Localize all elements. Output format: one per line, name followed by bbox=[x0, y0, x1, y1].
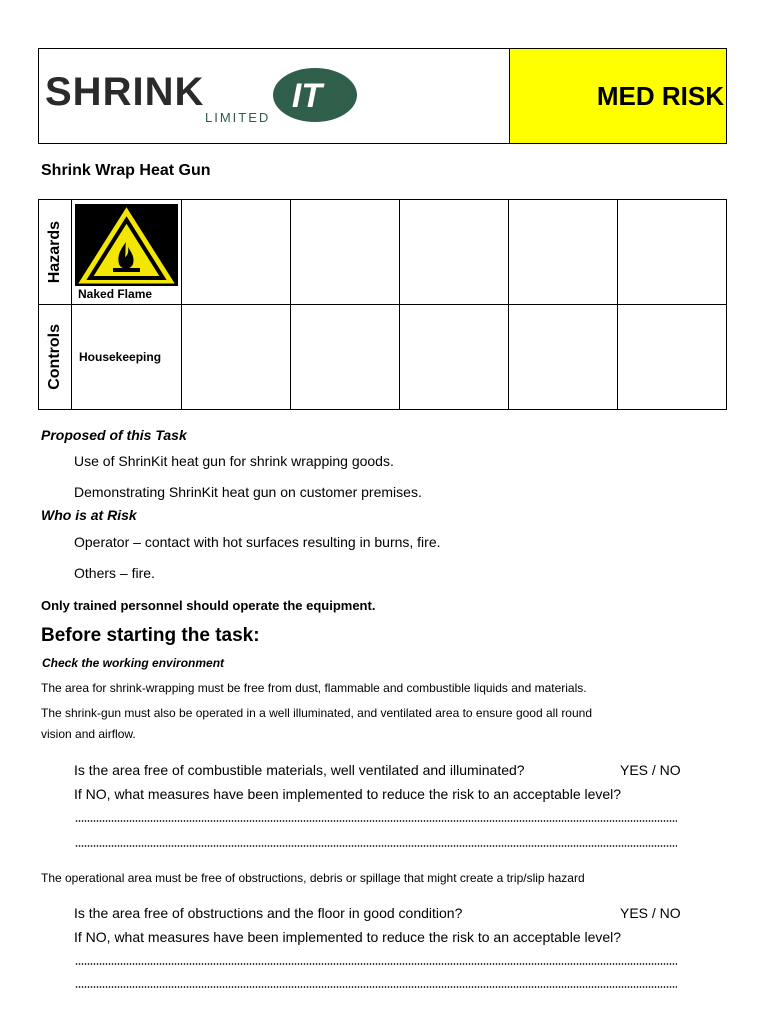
document-title: Shrink Wrap Heat Gun bbox=[41, 162, 211, 179]
question-1: Is the area free of combustible materials, well ventilated and illuminated? bbox=[74, 762, 525, 778]
risk-item: Operator – contact with hot surfaces resulting in burns, fire. bbox=[74, 534, 441, 550]
controls-row bbox=[39, 305, 727, 410]
hazard-label: Naked Flame bbox=[78, 287, 153, 301]
control-empty-cell bbox=[509, 305, 618, 410]
question-2-answer[interactable]: YES / NO bbox=[620, 905, 681, 921]
control-empty-cell bbox=[400, 305, 509, 410]
hazard-empty-cell bbox=[291, 200, 400, 305]
obstruction-paragraph: The operational area must be free of obstructions, debris or spillage that might create a trip/slip hazard bbox=[41, 871, 585, 885]
hazard-empty-cell bbox=[509, 200, 618, 305]
shrinkit-logo bbox=[45, 67, 390, 127]
hazard-empty-cell bbox=[182, 200, 291, 305]
controls-side-cell bbox=[39, 305, 72, 410]
control-empty-cell bbox=[182, 305, 291, 410]
before-heading: Before starting the task: bbox=[41, 625, 260, 646]
hazard-cell-naked-flame bbox=[72, 200, 182, 305]
answer-line[interactable] bbox=[75, 986, 677, 988]
logo-it: IT bbox=[291, 77, 323, 115]
hazard-empty-cell bbox=[400, 200, 509, 305]
risk-item: Others – fire. bbox=[74, 565, 155, 581]
environment-paragraph: The shrink-gun must also be operated in a well illuminated, and ventilated area to ensure good all round bbox=[41, 706, 593, 720]
control-empty-cell bbox=[618, 305, 727, 410]
hazard-empty-cell bbox=[618, 200, 727, 305]
hazards-controls-table bbox=[38, 199, 727, 410]
risk-heading: Who is at Risk bbox=[41, 507, 137, 523]
answer-line[interactable] bbox=[75, 820, 677, 822]
logo-wordmark: SHRINK bbox=[45, 70, 205, 114]
control-cell-housekeeping: Housekeeping bbox=[72, 305, 182, 410]
control-empty-cell bbox=[291, 305, 400, 410]
hazards-label: Hazards bbox=[46, 220, 63, 284]
environment-heading: Check the working environment bbox=[42, 656, 225, 670]
hazards-side-cell bbox=[39, 200, 72, 305]
logo-cell bbox=[39, 49, 510, 143]
question-2-followup: If NO, what measures have been implemented to reduce the risk to an acceptable level? bbox=[74, 929, 622, 945]
controls-label: Controls bbox=[46, 324, 63, 390]
answer-line[interactable] bbox=[75, 845, 677, 847]
environment-paragraph: vision and airflow. bbox=[41, 727, 136, 741]
environment-paragraph: The area for shrink-wrapping must be free from dust, flammable and combustible liquids and materials. bbox=[41, 681, 587, 695]
logo-limited: LIMITED bbox=[205, 110, 271, 125]
purpose-item: Use of ShrinKit heat gun for shrink wrapping goods. bbox=[74, 453, 394, 469]
question-2: Is the area free of obstructions and the floor in good condition? bbox=[74, 905, 463, 921]
answer-line[interactable] bbox=[75, 963, 677, 965]
header-box bbox=[38, 48, 727, 144]
risk-level-badge: MED RISK bbox=[510, 49, 726, 143]
purpose-item: Demonstrating ShrinKit heat gun on customer premises. bbox=[74, 484, 422, 500]
purpose-heading: Proposed of this Task bbox=[41, 427, 187, 443]
question-1-followup: If NO, what measures have been implemented to reduce the risk to an acceptable level? bbox=[74, 786, 622, 802]
flame-warning-icon bbox=[75, 204, 178, 286]
hazards-row bbox=[39, 200, 727, 305]
trained-note: Only trained personnel should operate the equipment. bbox=[41, 598, 376, 613]
question-1-answer[interactable]: YES / NO bbox=[620, 762, 681, 778]
